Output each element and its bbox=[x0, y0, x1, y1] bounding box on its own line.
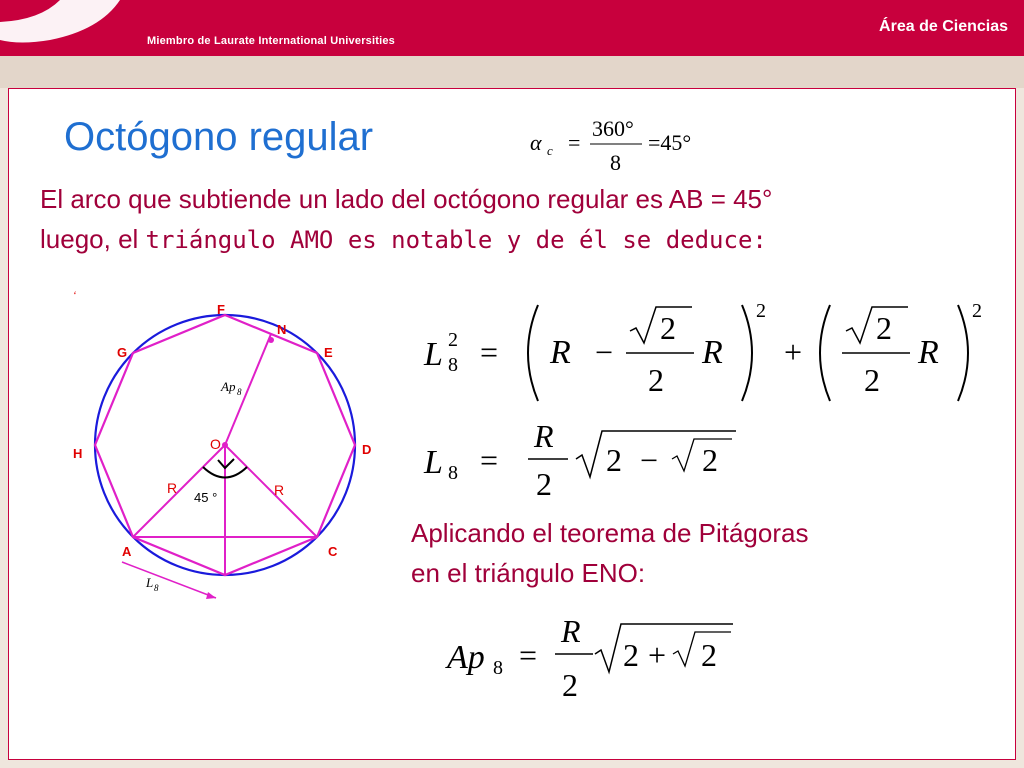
eq3-ap: Ap bbox=[447, 639, 485, 676]
eq1-plus: + bbox=[784, 334, 803, 370]
point-n bbox=[268, 337, 274, 343]
label-side-sub: 8 bbox=[154, 583, 159, 593]
eq2-radicand-b: 2 bbox=[702, 442, 718, 478]
label-n: N bbox=[277, 322, 287, 337]
alpha-symbol: α bbox=[530, 130, 542, 155]
apply-line-1: Aplicando el teorema de Pitágoras bbox=[411, 518, 809, 548]
eq3-equals: = bbox=[519, 637, 538, 673]
eq1-r-1: R bbox=[550, 334, 571, 371]
eq1-paren-close-2 bbox=[958, 305, 968, 401]
eq3-sub: 8 bbox=[493, 657, 503, 679]
equation-pythagoras bbox=[420, 295, 990, 410]
formula-result: =45° bbox=[648, 130, 692, 155]
label-c: C bbox=[328, 544, 338, 559]
fraction-numerator: 360° bbox=[592, 116, 634, 141]
eq1-power-2: 2 bbox=[972, 300, 982, 322]
eq1-radicand-1: 2 bbox=[660, 310, 676, 346]
eq3-num: R bbox=[561, 613, 581, 649]
eq1-minus: − bbox=[595, 334, 614, 370]
eq2-l: L bbox=[424, 444, 443, 481]
intro-line-2 bbox=[40, 224, 767, 255]
eq1-radicand-2: 2 bbox=[876, 310, 892, 346]
eq2-equals: = bbox=[480, 442, 499, 478]
label-d: D bbox=[362, 442, 372, 457]
eq1-paren-open-1 bbox=[528, 305, 538, 401]
eq1-r-3: R bbox=[918, 334, 939, 371]
header-band bbox=[0, 56, 1024, 88]
label-apothem: Ap bbox=[221, 379, 236, 394]
intro-line-2-end: triángulo AMO es notable y de él se deduce: bbox=[145, 226, 767, 254]
slide-title: Octógono regular bbox=[64, 115, 374, 159]
eq1-den-1: 2 bbox=[648, 362, 664, 398]
label-h: H bbox=[73, 446, 83, 461]
alpha-subscript: c bbox=[547, 143, 553, 158]
member-text: Miembro de Laurate International Universities bbox=[147, 35, 396, 47]
university-logo bbox=[0, 0, 140, 56]
eq2-den: 2 bbox=[536, 466, 552, 502]
label-radius-right: R bbox=[274, 482, 285, 498]
eq1-den-2: 2 bbox=[864, 362, 880, 398]
apply-line-2: en el triángulo ENO: bbox=[411, 558, 646, 588]
eq1-paren-close-1 bbox=[742, 305, 752, 401]
label-apothem-sub: 8 bbox=[237, 387, 242, 397]
eq1-r-2: R bbox=[702, 334, 723, 371]
eq3-radicand-b: 2 bbox=[701, 637, 717, 673]
area-title: Área de Ciencias bbox=[879, 18, 1008, 35]
header-bar bbox=[0, 0, 1024, 56]
eq1-sub: 8 bbox=[448, 354, 458, 376]
octagon-figure bbox=[60, 290, 380, 610]
angle-formula bbox=[528, 112, 718, 178]
point-o bbox=[222, 442, 228, 448]
side-measure-arrow bbox=[206, 592, 216, 599]
eq1-paren-open-2 bbox=[820, 305, 830, 401]
equals-sign: = bbox=[568, 130, 581, 155]
eq3-op: + bbox=[648, 637, 667, 673]
eq1-equals: = bbox=[480, 334, 499, 370]
equation-apothem bbox=[445, 610, 745, 710]
eq1-l: L bbox=[424, 336, 443, 373]
label-e: E bbox=[324, 345, 333, 360]
equation-side bbox=[420, 415, 750, 505]
stray-mark: ‘ bbox=[73, 289, 76, 303]
intro-line-2-start: luego, el bbox=[40, 224, 146, 254]
eq2-sub: 8 bbox=[448, 462, 458, 484]
intro-line-1: El arco que subtiende un lado del octógono regular es AB = 45° bbox=[40, 184, 773, 214]
label-g: G bbox=[117, 345, 128, 360]
eq2-num: R bbox=[534, 418, 554, 454]
side-measure-line bbox=[122, 562, 216, 598]
label-a: A bbox=[122, 544, 132, 559]
label-angle: 45 ° bbox=[194, 490, 218, 505]
fraction-denominator: 8 bbox=[610, 150, 621, 175]
label-f: F bbox=[217, 302, 225, 317]
eq2-radicand-a: 2 bbox=[606, 442, 622, 478]
eq1-sup: 2 bbox=[448, 329, 458, 351]
label-side: L bbox=[146, 575, 154, 590]
label-o: O bbox=[210, 436, 221, 452]
eq3-den: 2 bbox=[562, 667, 578, 703]
label-radius-left: R bbox=[167, 480, 178, 496]
radius-right bbox=[225, 445, 317, 537]
eq1-power-1: 2 bbox=[756, 300, 766, 322]
eq2-op: − bbox=[640, 442, 659, 478]
eq3-radicand-a: 2 bbox=[623, 637, 639, 673]
